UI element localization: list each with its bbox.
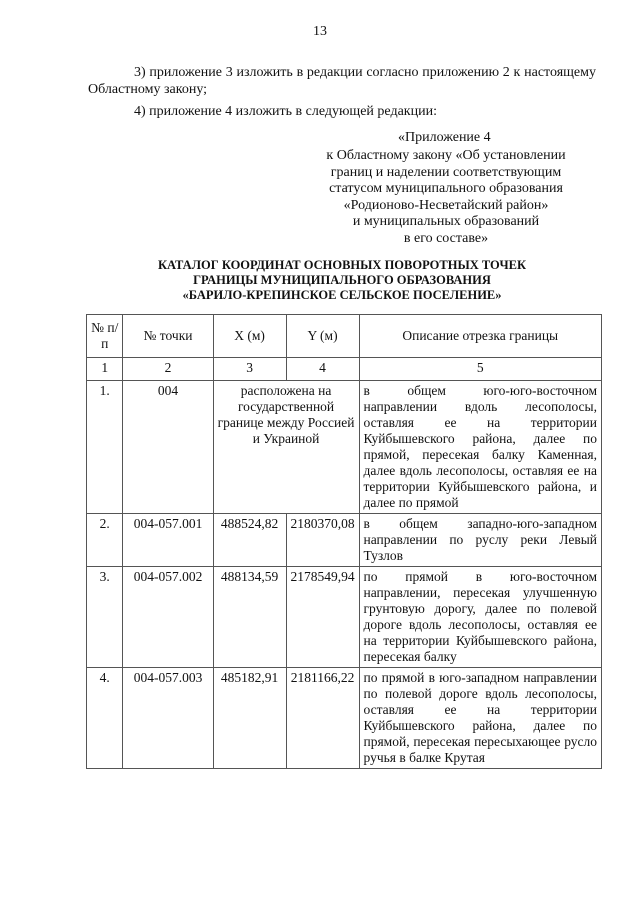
column-number: 3: [213, 358, 286, 381]
row-point: 004-057.001: [123, 514, 213, 567]
catalog-title-line: «БАРИЛО-КРЕПИНСКОЕ СЕЛЬСКОЕ ПОСЕЛЕНИЕ»: [182, 288, 502, 302]
header-x: X (м): [213, 315, 286, 358]
paragraph-item-4: 4) приложение 4 изложить в следующей редакции:: [134, 104, 437, 119]
appendix-title: «Приложение 4: [398, 130, 491, 145]
header-point: № точки: [123, 315, 213, 358]
row-num: 3.: [87, 567, 123, 668]
row-location: расположена на государственной границе между Россией и Украиной: [213, 381, 359, 514]
table-header-row: [87, 315, 602, 358]
appendix-note-line: и муниципальных образований: [352, 214, 540, 230]
table-row: [87, 514, 602, 567]
appendix-note-line: статусом муниципального образования: [329, 181, 563, 197]
row-description: по прямой в юго-восточном направлении, пересекая улучшенную грунтовую дорогу, далее по полевой дороге вдоль лесополосы, оставляя ее на территории Куйбышевского района, пересекая балку: [359, 567, 602, 668]
row-y: 2181166,22: [286, 668, 359, 769]
table-row: [87, 567, 602, 668]
row-num: 1.: [87, 381, 123, 514]
row-description: по прямой в юго-западном направлении по полевой дороге вдоль лесополосы, оставляя ее на территории Куйбышевского района, далее по прямой, пересекая пересыхающее русло ручья в балке Крутая: [359, 668, 602, 769]
table-row: [87, 381, 602, 514]
catalog-title-line: ГРАНИЦЫ МУНИЦИПАЛЬНОГО ОБРАЗОВАНИЯ: [193, 273, 491, 287]
row-x: 488134,59: [213, 567, 286, 668]
row-x: 485182,91: [213, 668, 286, 769]
appendix-note: [296, 148, 596, 248]
row-point: 004-057.003: [123, 668, 213, 769]
row-point: 004: [123, 381, 213, 514]
appendix-note-line: к Областному закону «Об установлении: [326, 148, 566, 163]
table-row: [87, 668, 602, 769]
header-description: Описание отрезка границы: [359, 315, 602, 358]
column-number: 1: [87, 358, 123, 381]
coordinates-table: [86, 314, 602, 769]
row-description: в общем юго-юго-восточном направлении вдоль лесополосы, оставляя ее на территории Куйбышевского района, далее по прямой, пересекая балку Каменная, далее вдоль лесополосы, оставляя ее на территории Куйбышевского района, и далее по прямой: [359, 381, 602, 514]
row-y: 2178549,94: [286, 567, 359, 668]
row-num: 2.: [87, 514, 123, 567]
column-number: 4: [286, 358, 359, 381]
header-num: № п/п: [87, 315, 123, 358]
header-y: Y (м): [286, 315, 359, 358]
appendix-note-line: «Родионово-Несветайский район»: [343, 197, 549, 213]
row-point: 004-057.002: [123, 567, 213, 668]
table-column-numbers-row: [87, 358, 602, 381]
paragraph-item-3: 3) приложение 3 изложить в редакции согласно приложению 2 к настоящему Областному закону;: [88, 65, 596, 97]
column-number: 2: [123, 358, 213, 381]
catalog-title: [88, 258, 596, 303]
column-number: 5: [359, 358, 602, 381]
row-y: 2180370,08: [286, 514, 359, 567]
row-description: в общем западно-юго-западном направлении по руслу реки Левый Тузлов: [359, 514, 602, 567]
row-num: 4.: [87, 668, 123, 769]
catalog-title-line: КАТАЛОГ КООРДИНАТ ОСНОВНЫХ ПОВОРОТНЫХ ТОЧЕК: [157, 258, 527, 272]
page-number: 13: [313, 24, 327, 39]
appendix-note-line: в его составе»: [403, 230, 489, 246]
appendix-note-line: границ и наделении соответствующим: [330, 164, 562, 180]
row-x: 488524,82: [213, 514, 286, 567]
